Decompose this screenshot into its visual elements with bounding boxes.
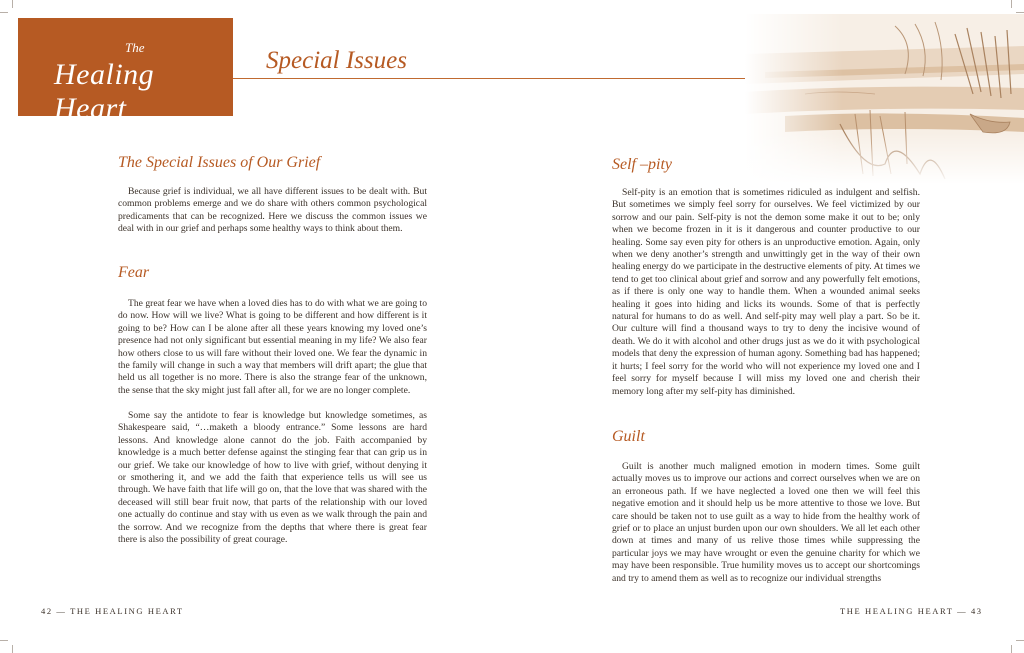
heading-guilt: Guilt [612,428,645,445]
header-rule [233,78,745,79]
guilt-paragraph: Guilt is another much maligned emotion in modern times. Some guilt actually moves us to improve our actions and correct ourselves when we are on an erroneous path. If we have neglected a loved one then we will feel this negative emotion and it should help us be more attentive to those we love. But care should be taken not to use guilt as a way to hide from the healthy work of grief or to place an unjust burden upon our own shoulders. We all let each other down at times and many of us relive those times while suppressing the particular joys we may have wrought or even the genuine charity for which we may have been responsible. True humility moves us to accept our shortcomings and try to amend them as well as to recognize our individual strengths [612,461,920,584]
intro-paragraph: Because grief is individual, we all have different issues to be dealt with. But common problems emerge and we do share with others common psychological predicaments that can be recognized. Here we discuss the common issues we deal with in our grief and perhaps some healthy ways to think about them. [118,186,427,235]
heading-fear: Fear [118,264,150,281]
fear-paragraph-1: The great fear we have when a loved dies has to do with what we are going to do now. How will we live? What is going to be different and how different is it going to be? How can I be alone after all these years knowing my loved one’s presence had not only significant but essential meaning in my life? We also fear how others close to us will fare without their loved one. We fear the dynamic in the family will change in such a way that members will drift apart; the glue that held us all together is no more. There is also the strange fear of the unknown, the sense that the sky might just fall after all, for we are no longer complete. [118,298,427,396]
fear-paragraph-2: Some say the antidote to fear is knowledge but knowledge sometimes, as Shakespeare said, “…maketh a bloody entrance.” Some lessons are hard lessons. And knowledge alone cannot do the job. Faith accompanied by knowledge is a much better defense against the stinging fear that can grip us in our grief. We take our knowledge of how to live with grief, without denying it or smothering it, and we add the faith that experience tells us will see us through. We have faith that life will go on, that the love that was shared with the deceased will still bear fruit now, that parts of the relationship with our loved one actually do continue and stay with us even as we walk through the pain and the sorrow. And we recognize from the depths that where there is great fear there is also the possibility of great courage. [118,410,427,546]
crop-mark [1016,640,1024,641]
self-pity-paragraph: Self-pity is an emotion that is sometimes ridiculed as indulgent and selfish. But sometimes we simply feel sorry for ourselves. We feel victimized by our sorrow and our pain. Self-pity is not the demon some make it out to be; only when we become frozen in it is it dangerous and counter productive to our healing. Some say even pity for others is an unproductive emotion. Again, only when we deny another’s strength and unwittingly get in the way of their own healing energy do we participate in the destructive elements of pity. At times we tend to get too clinical about grief and sorrow and any powerfully felt emotions, as if there is only one way to handle them. When a wounded animal seeks healing it goes into hiding and licks its wounds. Some of that is perfectly natural for humans to do as well. And self-pity may well play a part. So be it. Our culture will find a thousand ways to try to deny the incisive wound of death. We do it with alcohol and other drugs just as we do it with psychological models that deny the expression of human agony. Something bad has happened; it hurts; I feel sorry for the world who will not experience my loved one and I feel sorry for myself because I will miss my loved one and cherish their memory long after my self-pity has diminished. [612,187,920,397]
page-folio-left: 42 — THE HEALING HEART [41,606,184,616]
crop-mark [1011,645,1012,653]
heading-self-pity: Self –pity [612,156,672,173]
crop-mark [0,12,8,13]
page-folio-right: THE HEALING HEART — 43 [840,606,983,616]
crop-mark [1016,12,1024,13]
crop-mark [0,640,8,641]
book-logo [18,18,233,125]
page-title: Special Issues [266,47,407,74]
shoreline-sketch-illustration [745,14,1024,184]
logo-title: Healing Heart [54,58,155,125]
logo-the: The [125,40,145,55]
crop-mark [12,645,13,653]
crop-mark [12,0,13,8]
heading-special-issues-of-grief: The Special Issues of Our Grief [118,154,321,171]
crop-mark [1011,0,1012,8]
